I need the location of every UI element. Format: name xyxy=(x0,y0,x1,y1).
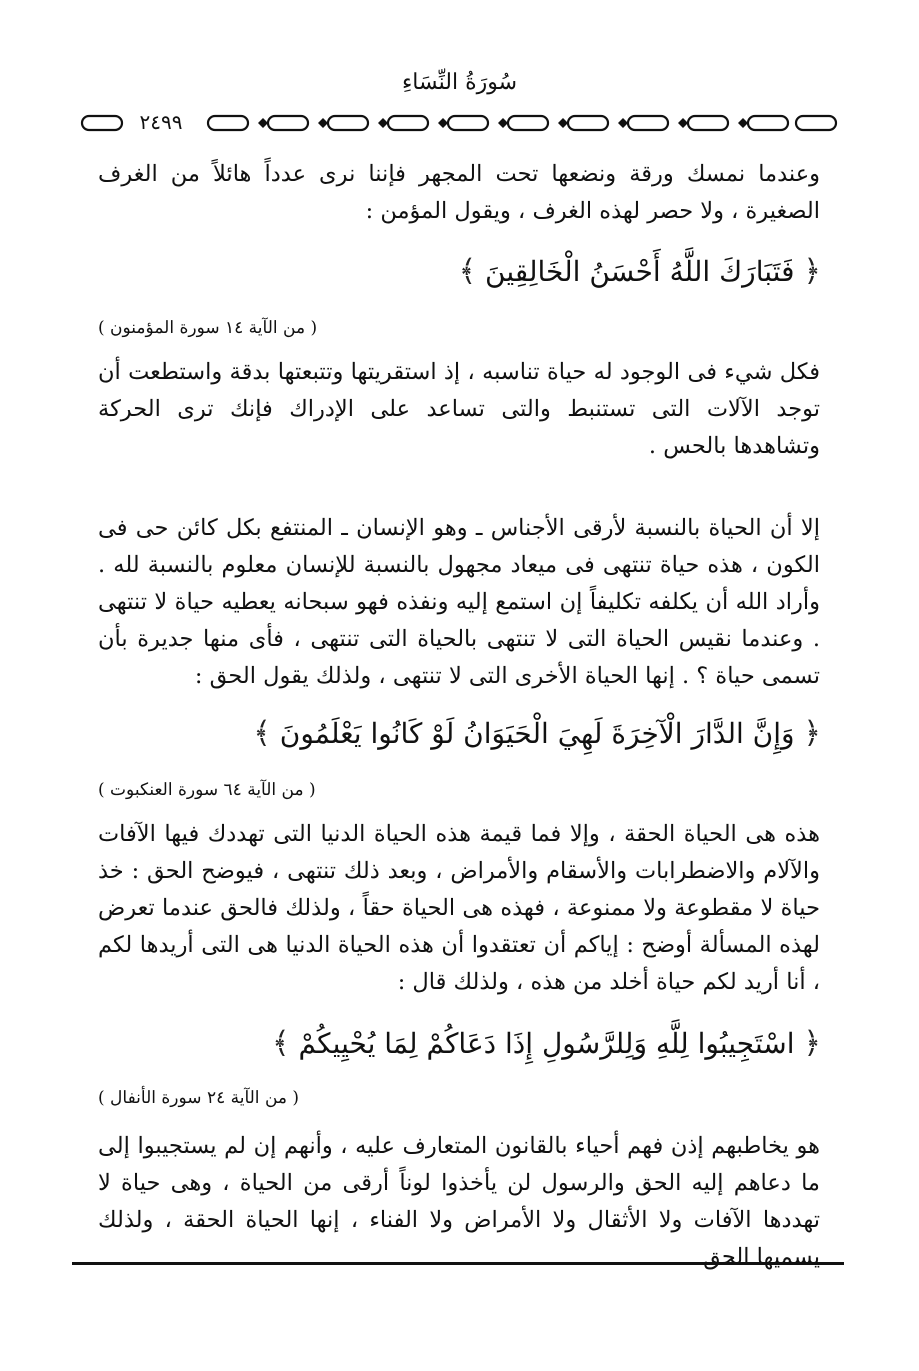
footer-rule xyxy=(72,1262,844,1265)
verse-text: اسْتَجِيبُوا لِلَّهِ وَلِلرَّسُولِ إِذَا دَعَاكُمْ لِمَا يُحْيِيكُمْ xyxy=(298,1027,795,1060)
paragraph-4: هذه هى الحياة الحقة ، وإلا فما قيمة هذه الحياة الدنيا التى تهددك فيها الآفات والآلام والاضطرابات والأسقام والأمراض ، وبعد ذلك تنتهى ، فيوضح الحق : خذ حياة لا مقطوعة ولا ممنوعة ، فهذه هى الحياة حقاً ، ولذلك فالحق عندما تعرض لهذه المسألة أوضح : إياكم أن تعتقدوا أن هذه الحياة الدنيا هى التى أريدها لكم ، أنا أريد لكم حياة أخلد من هذه ، ولذلك قال : xyxy=(98,821,820,995)
surah-title: سُورَةُ النِّسَاءِ xyxy=(401,70,518,95)
verse-text: فَتَبَارَكَ اللَّهُ أَحْسَنُ الْخَالِقِينَ xyxy=(485,255,795,288)
paragraph-5: هو يخاطبهم إذن فهم أحياء بالقانون المتعارف عليه ، وأنهم إن لم يستجيبوا إلى ما دعاهم إليه الحق والرسول لن يأخذوا لوناً أرقى من الحياة ، وهى حياة لا تهددها الآفات ولا الأثقال ولا الأمراض ولا الفناء ، إنها الحياة الحقة ، ولذلك يسميها الحق xyxy=(98,1133,820,1270)
verse-citation-2: ( من الآية ٦٤ سورة العنكبوت ) xyxy=(98,780,316,800)
verse-citation-1: ( من الآية ١٤ سورة المؤمنون ) xyxy=(98,318,318,338)
verse-bracket-close: ﴾ xyxy=(272,1026,290,1061)
quran-verse-1 xyxy=(459,250,821,294)
page-number: ٢٤٩٩ xyxy=(124,109,198,135)
paragraph-2: فكل شيء فى الوجود له حياة تناسبه ، إذ استقريتها وتتبعتها بدقة واستطعت أن توجد الآلات التى تستنبط والتى تساعد على الإدراك فإنك ترى الحركة وتشاهدها بالحس . xyxy=(98,359,820,459)
verse-text: وَإِنَّ الدَّارَ الْآخِرَةَ لَهِيَ الْحَيَوَانُ لَوْ كَانُوا يَعْلَمُونَ xyxy=(279,717,795,750)
verse-bracket-open: ﴿ xyxy=(803,716,821,751)
verse-bracket-open: ﴿ xyxy=(803,254,821,289)
verse-citation-3: ( من الآية ٢٤ سورة الأنفال ) xyxy=(98,1088,300,1108)
verse-bracket-close: ﴾ xyxy=(458,254,477,289)
quran-verse-2 xyxy=(253,712,821,756)
paragraph-3: إلا أن الحياة بالنسبة لأرقى الأجناس ـ وهو الإنسان ـ المنتفع بكل كائن حى فى الكون ، هذه حياة تنتهى فى ميعاد مجهول بالنسبة للإنسان معلوم بالنسبة لله . وأراد الله أن يكلفه تكليفاً إن استمع إليه ونفذه فهو سبحانه يعطيه حياة لا تنتهى . وعندما نقيس الحياة التى لا تنتهى بالحياة التى تنتهى ، فأى منها جديرة بأن تسمى حياة ؟ . إنها الحياة الأخرى التى لا تنتهى ، ولذلك يقول الحق : xyxy=(98,515,820,689)
paragraph-1: وعندما نمسك ورقة ونضعها تحت المجهر فإننا نرى عدداً هائلاً من الغرف الصغيرة ، ولا حصر لهذه الغرف ، ويقول المؤمن : xyxy=(98,161,820,224)
verse-bracket-close: ﴾ xyxy=(253,716,271,751)
verse-bracket-open: ﴿ xyxy=(803,1026,821,1061)
quran-verse-3 xyxy=(272,1022,821,1066)
